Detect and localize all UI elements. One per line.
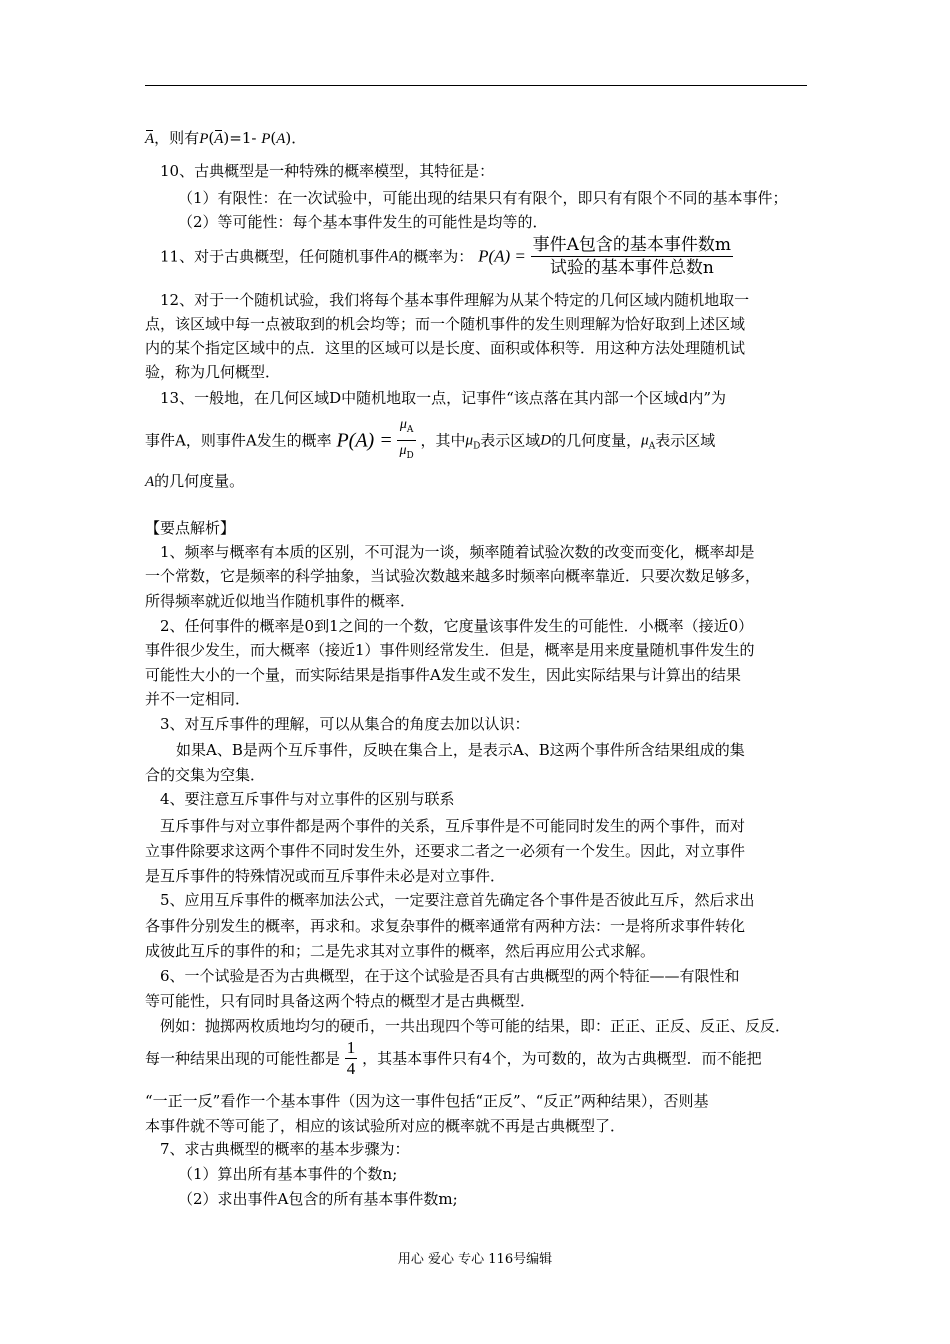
para-11: 11、对于古典概型，任何随机事件A的概率为： P(A) = $\frac{\text{事件A包含的基本事件数m}}{\text{试验的基本事件总数n}}$ <box>160 235 732 278</box>
one-quarter-fraction: $\frac{1}{4}$ <box>346 1038 356 1078</box>
point-4-line-4: 是互斥事件的特殊情况或而互斥事件未必是对立事件． <box>145 867 506 885</box>
point-4-line-3: 立事件除要求这两个事件不同时发生外，还要求二者之一必须有一个发生。因此，对立事件 <box>145 842 746 860</box>
point-2-line-3: 可能性大小的一个量，而实际结果是指事件A发生或不发生，因此实际结果与计算出的结果 <box>145 666 741 684</box>
page-footer: 用心 爱心 专心 116号编辑 <box>397 1252 553 1267</box>
formula-p-a: P(A) = <box>478 246 526 266</box>
point-5-line-2: 各事件分别发生的概率，再求和。求复杂事件的概率通常有两种方法：一是将所求事件转化 <box>145 917 746 935</box>
para-12-line-4: 验，称为几何概型． <box>145 363 281 381</box>
math-a-bar: A <box>145 131 155 147</box>
point-2-line-2: 事件很少发生，而大概率（接近1）事件则经常发生．但是，概率是用来度量随机事件发生的 <box>145 641 755 659</box>
para-13-line-2: 事件A，则事件A发生的概率 P(A) = $\frac{\mu_A}{\mu_D}$ ，其中$\mu_D$表示区域D的几何度量，$\mu_A$表示区域 <box>145 415 715 466</box>
point-7-step-2: （2）求出事件A包含的所有基本事件数m; <box>178 1190 458 1208</box>
point-3-line-2: 如果A、B是两个互斥事件，反映在集合上，是表示A、B这两个事件所含结果组成的集 <box>176 741 745 759</box>
point-1-line-3: 所得频率就近似地当作随机事件的概率． <box>145 592 416 610</box>
point-3-line-1: 3、对互斥事件的理解，可以从集合的角度去加以认识： <box>160 715 530 733</box>
para-10: 10、古典概型是一种特殊的概率模型，其特征是： <box>160 162 495 180</box>
point-7-step-1: （1）算出所有基本事件的个数n; <box>178 1165 398 1183</box>
point-1-line-1: 1、频率与概率有本质的区别，不可混为一谈，频率随着试验次数的改变而变化，概率却是 <box>160 543 755 561</box>
para-13-line-3: A的几何度量。 <box>145 472 245 490</box>
point-5-line-3: 成彼此互斥的事件的和；二是先求其对立事件的概率，然后再应用公式求解。 <box>145 942 656 960</box>
geometric-probability-fraction: $\frac{\mu_A}{\mu_D}$ <box>399 417 414 461</box>
point-6-line-6: 本事件就不等可能了，相应的该试验所对应的概率就不再是古典概型了． <box>145 1117 626 1135</box>
para-12-line-1: 12、对于一个随机试验，我们将每个基本事件理解为从某个特定的几何区域内随机地取一 <box>160 291 750 309</box>
section-heading: 【要点解析】 <box>145 519 236 537</box>
point-6-line-5: “一正一反”看作一个基本事件（因为这一事件包括“正反”、“反正”两种结果），否则基 <box>145 1092 709 1110</box>
point-7-line-1: 7、求古典概型的概率的基本步骤为： <box>160 1140 410 1158</box>
point-5-line-1: 5、应用互斥事件的概率加法公式，一定要注意首先确定各个事件是否彼此互斥，然后求出 <box>160 891 755 909</box>
point-6-line-2: 等可能性，只有同时具备这两个特点的概型才是古典概型． <box>145 992 536 1010</box>
point-3-line-3: 合的交集为空集． <box>145 766 266 784</box>
point-2-line-4: 并不一定相同． <box>145 690 251 708</box>
para-13-line-1: 13、一般地，在几何区域D中随机地取一点，记事件“该点落在其内部一个区域d内”为 <box>160 389 727 407</box>
point-6-line-3: 例如：抛掷两枚质地均匀的硬币，一共出现四个等可能的结果，即：正正、正反、反正、反反． <box>160 1017 791 1035</box>
header-rule <box>145 85 807 86</box>
classical-probability-fraction: $\frac{\text{事件A包含的基本事件数m}}{\text{试验的基本事件总数n}}$ <box>532 235 732 278</box>
point-4-line-2: 互斥事件与对立事件都是两个事件的关系，互斥事件是不可能同时发生的两个事件，而对 <box>160 817 746 835</box>
para-12-line-2: 点，该区域中每一点被取到的机会均等；而一个随机事件的发生则理解为恰好取到上述区域 <box>145 315 746 333</box>
point-4-line-1: 4、要注意互斥事件与对立事件的区别与联系 <box>160 790 455 808</box>
line-complement: A，则有P(A)=1- P(A)． <box>145 129 307 147</box>
point-2-line-1: 2、任何事件的概率是0到1之间的一个数，它度量该事件发生的可能性．小概率（接近0） <box>160 617 754 635</box>
point-1-line-2: 一个常数，它是频率的科学抽象，当试验次数越来越多时频率向概率靠近．只要次数足够多， <box>145 567 761 585</box>
point-6-line-1: 6、一个试验是否为古典概型，在于这个试验是否具有古典概型的两个特征——有限性和 <box>160 967 740 985</box>
point-6-line-4: 每一种结果出现的可能性都是 $\frac{1}{4}$ ，其基本事件只有4个，为可数的，故为古典概型．而不能把 <box>145 1038 762 1078</box>
para-10-item-1: （1）有限性：在一次试验中，可能出现的结果只有有限个，即只有有限个不同的基本事件； <box>178 189 788 207</box>
para-12-line-3: 内的某个指定区域中的点．这里的区域可以是长度、面积或体积等．用这种方法处理随机试 <box>145 339 746 357</box>
para-10-item-2: （2）等可能性：每个基本事件发生的可能性是均等的． <box>178 213 548 231</box>
